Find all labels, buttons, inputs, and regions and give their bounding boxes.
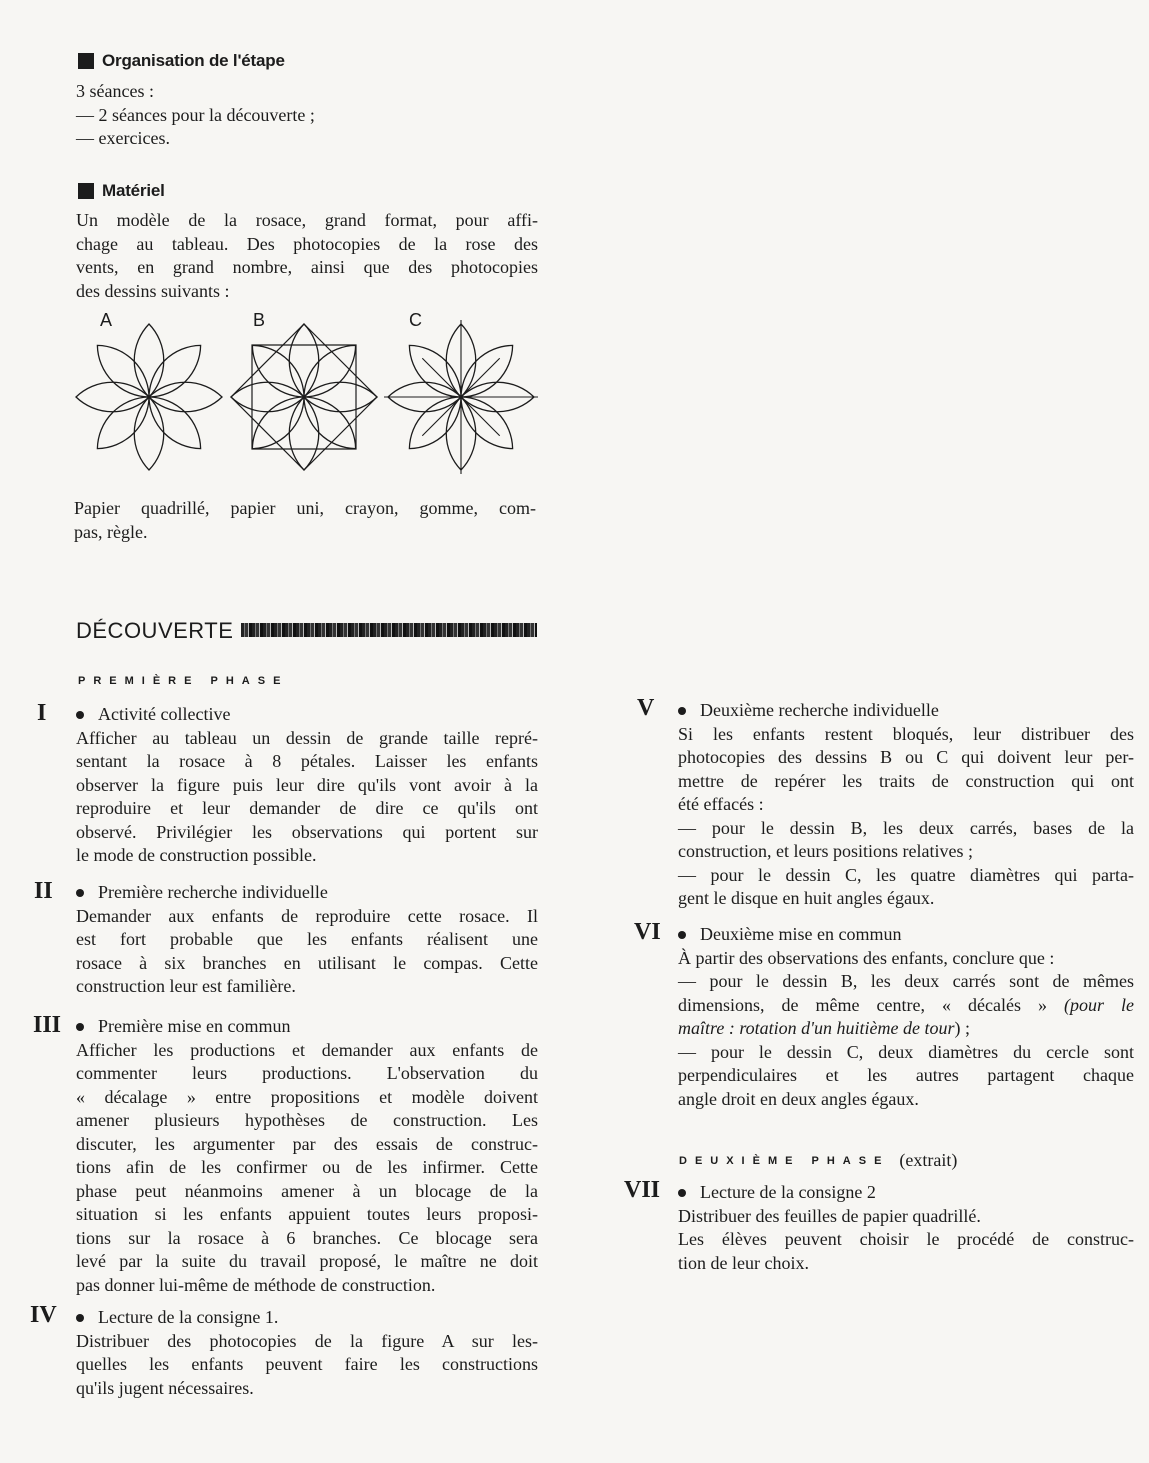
figure-label-b: B bbox=[253, 310, 266, 330]
item-title: Lecture de la consigne 1. bbox=[98, 1307, 279, 1327]
petal bbox=[149, 397, 201, 449]
petal bbox=[134, 324, 163, 397]
materiel-heading: Matériel bbox=[78, 181, 165, 201]
item-vii: Lecture de la consigne 2 Distribuer des feuilles de papier quadrillé. Les élèves peuvent choisir le procédé de construc- tion de leur choix. bbox=[678, 1182, 1134, 1273]
figure-label-c: C bbox=[409, 310, 422, 330]
petal bbox=[304, 397, 356, 449]
item-number: IV bbox=[30, 1302, 57, 1328]
rosace-figure-b bbox=[231, 324, 377, 470]
item-number: I bbox=[37, 700, 47, 726]
item-v: Deuxième recherche individuelle Si les enfants restent bloqués, leur distribuer des photocopies des dessins B ou C qui doivent leur per- mettre de repérer les traits de construction qui ont été effacés : — pour le dessin B, les deux carrés, bases de la construction, et leurs positions relatives ; — pour le dessin C, les quatre diamètres qui parta- gent le disque en huit angles égaux. bbox=[678, 700, 1134, 908]
petal bbox=[252, 397, 304, 449]
bullet-icon bbox=[76, 1023, 84, 1031]
item-title: Première recherche individuelle bbox=[98, 882, 328, 902]
petal bbox=[97, 345, 149, 397]
item-iv: Lecture de la consigne 1. Distribuer des photocopies de la figure A sur les- quelles les enfants peuvent faire les constructions qu'ils jugent nécessaires. bbox=[76, 1307, 538, 1398]
bullet-icon bbox=[76, 889, 84, 897]
item-title: Deuxième mise en commun bbox=[700, 924, 902, 944]
item-title: Activité collective bbox=[98, 704, 231, 724]
item-vi: Deuxième mise en commun À partir des observations des enfants, conclure que : — pour le dessin B, les deux carrés sont de mêmes dimensions, de même centre, « décalés » (pour le maître : rotation d'un huitième de tour) ; — pour le dessin C, deux diamètres du cercle sont perpendiculaires et les autres partagent chaque angle droit en deux angles égaux. bbox=[678, 924, 1134, 1109]
item-title: Première mise en commun bbox=[98, 1016, 291, 1036]
item-number: II bbox=[34, 878, 53, 904]
petal bbox=[149, 382, 222, 411]
bullet-icon bbox=[678, 707, 686, 715]
phase-2-label: DEUXIÈME PHASE (extrait) bbox=[679, 1150, 958, 1170]
bullet-icon bbox=[678, 931, 686, 939]
rosace-figure-a bbox=[76, 324, 222, 470]
decorative-bar bbox=[241, 623, 537, 637]
square-bullet-icon bbox=[78, 183, 94, 199]
organisation-text: 3 séances : — 2 séances pour la découverte ; — exercices. bbox=[76, 81, 315, 148]
item-number: VII bbox=[624, 1177, 661, 1203]
item-number: VI bbox=[634, 919, 661, 945]
item-iii: Première mise en commun Afficher les productions et demander aux enfants de commenter leurs productions. L'observation du « décalage » entre propositions et modèle doivent amener plusieurs hypothèses de construction. Les discuter, les argumenter par des essais de construc- tions afin de les confirmer ou de les infirmer. Cette phase peut néanmoins amener à un blocage de la situation si les enfants appuient toutes leurs proposi- tions sur la rosace à 6 branches. Ce blocage sera levé par la suite du travail proposé, le maître ne doit pas donner lui-même de méthode de construction. bbox=[76, 1016, 538, 1295]
petal bbox=[304, 345, 356, 397]
bullet-icon bbox=[76, 711, 84, 719]
item-title: Lecture de la consigne 2 bbox=[700, 1182, 876, 1202]
organisation-heading: Organisation de l'étape bbox=[78, 51, 285, 71]
item-i: Activité collective Afficher au tableau un dessin de grande taille repré- sentant la rosace à 8 pétales. Laisser les enfants observer la figure puis leur dire qu'ils vont avoir à la reproduire et leur demander de dire ce qu'ils ont observé. Privilégier les observations qui portent sur le mode de construction possible. bbox=[76, 704, 538, 865]
bullet-icon bbox=[678, 1189, 686, 1197]
figure-label-a: A bbox=[100, 310, 113, 330]
petal bbox=[149, 345, 201, 397]
decouverte-title: DÉCOUVERTE bbox=[76, 618, 234, 643]
bullet-icon bbox=[76, 1314, 84, 1322]
materiel-text: Un modèle de la rosace, grand format, pour affi- chage au tableau. Des photocopies de la rose des vents, en grand nombre, ainsi que des photocopies des dessins suivants : bbox=[76, 210, 538, 301]
petal bbox=[134, 397, 163, 470]
item-number: III bbox=[33, 1012, 62, 1038]
petal bbox=[76, 382, 149, 411]
item-ii: Première recherche individuelle Demander aux enfants de reproduire cette rosace. Il est fort probable que les enfants réalisent une rosace à six branches en utilisant le compas. Cette construction leur est familière. bbox=[76, 882, 538, 996]
petal bbox=[97, 397, 149, 449]
rosace-figures bbox=[70, 318, 550, 478]
materiel-after-text: Papier quadrillé, papier uni, crayon, gomme, com- pas, règle. bbox=[74, 498, 536, 542]
item-number: V bbox=[637, 695, 655, 721]
square-bullet-icon bbox=[78, 53, 94, 69]
rosace-figure-c bbox=[384, 320, 538, 474]
item-title: Deuxième recherche individuelle bbox=[700, 700, 939, 720]
phase-1-label: PREMIÈRE PHASE bbox=[78, 675, 289, 687]
petal bbox=[252, 345, 304, 397]
